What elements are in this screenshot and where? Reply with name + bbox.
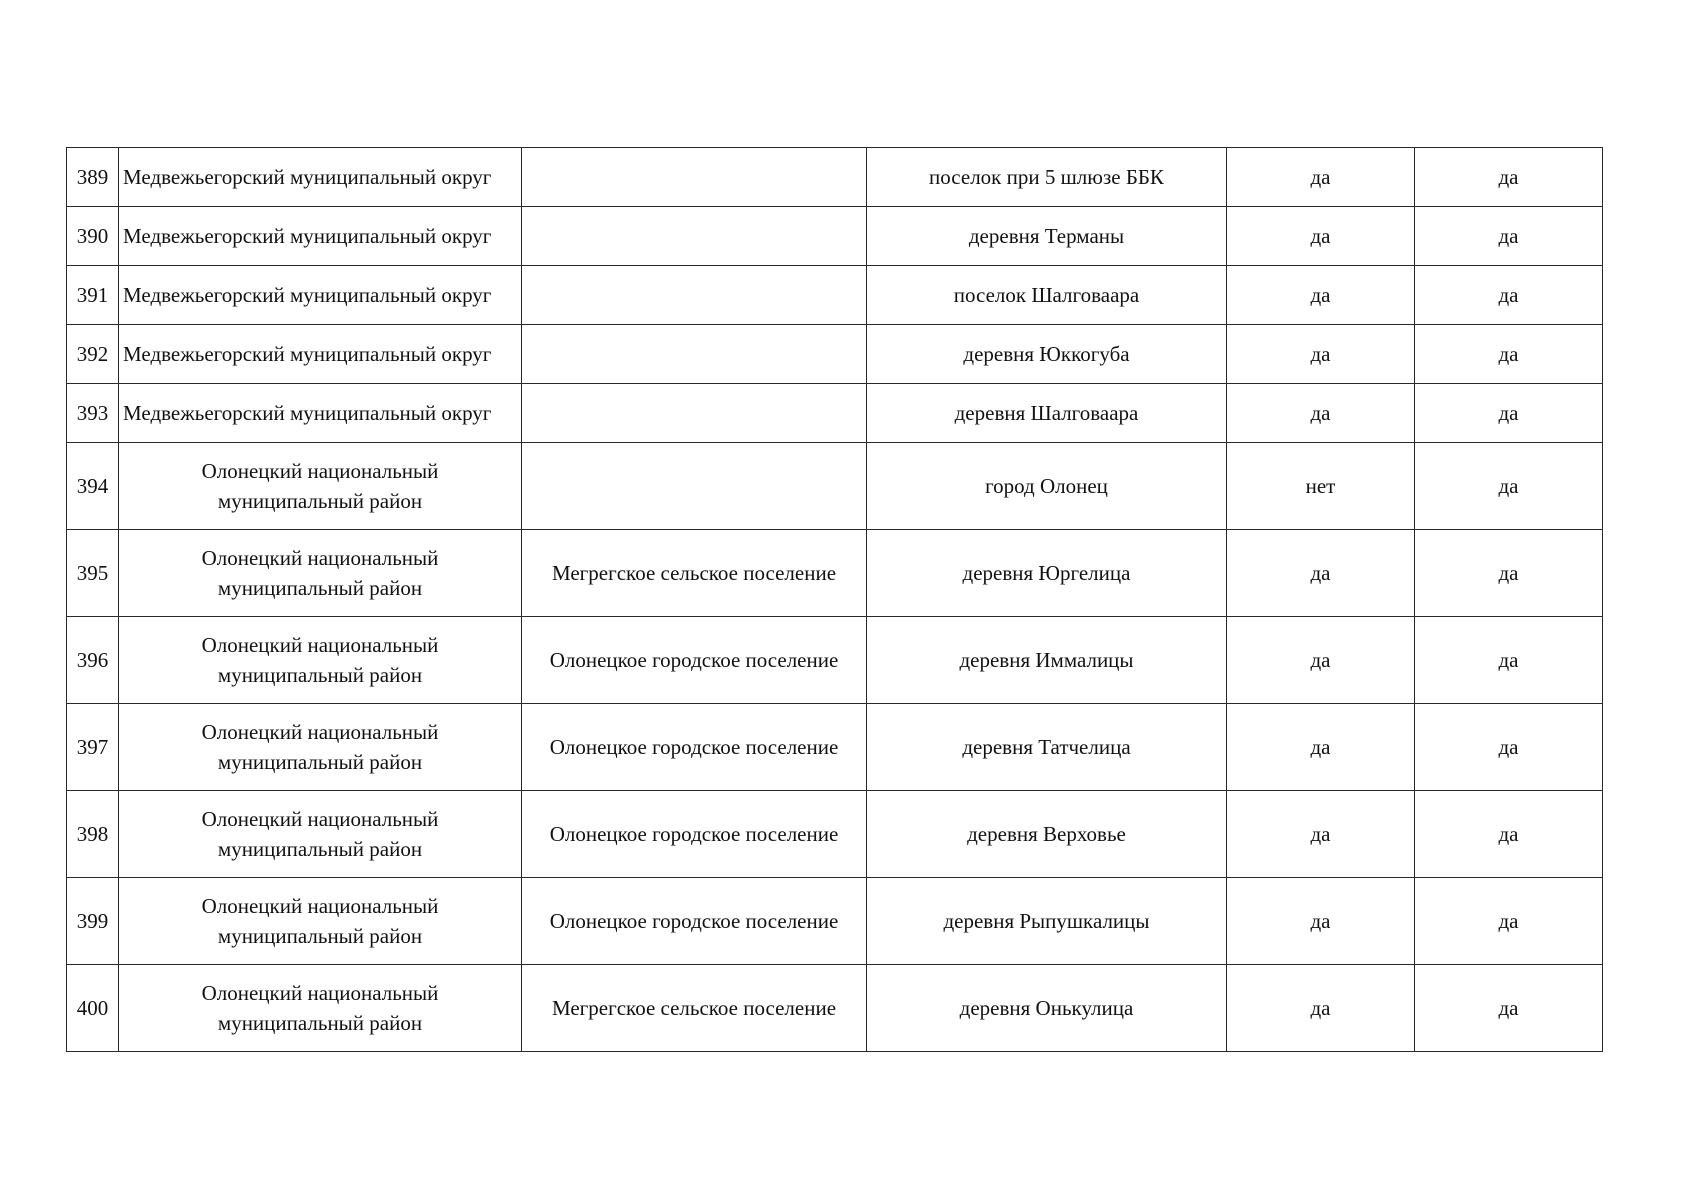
locality-cell: поселок при 5 шлюзе ББК bbox=[867, 148, 1227, 207]
locality-cell: поселок Шалговаара bbox=[867, 266, 1227, 325]
district-cell: Олонецкий национальный муниципальный район bbox=[119, 791, 522, 878]
row-number: 391 bbox=[67, 266, 119, 325]
row-number: 400 bbox=[67, 965, 119, 1052]
flag-cell-5: да bbox=[1227, 965, 1415, 1052]
locality-cell: деревня Шалговаара bbox=[867, 384, 1227, 443]
flag-cell-6: да bbox=[1415, 384, 1603, 443]
row-number: 394 bbox=[67, 443, 119, 530]
flag-cell-6: да bbox=[1415, 148, 1603, 207]
flag-cell-6: да bbox=[1415, 617, 1603, 704]
table-row bbox=[67, 325, 1603, 384]
settlement-cell bbox=[522, 266, 867, 325]
table-row bbox=[67, 148, 1603, 207]
locality-cell: деревня Иммалицы bbox=[867, 617, 1227, 704]
district-cell: Медвежьегорский муниципальный округ bbox=[119, 384, 522, 443]
locality-cell: деревня Верховье bbox=[867, 791, 1227, 878]
flag-cell-5: да bbox=[1227, 384, 1415, 443]
district-cell: Олонецкий национальный муниципальный район bbox=[119, 965, 522, 1052]
row-number: 395 bbox=[67, 530, 119, 617]
flag-cell-6: да bbox=[1415, 704, 1603, 791]
flag-cell-6: да bbox=[1415, 878, 1603, 965]
row-number: 399 bbox=[67, 878, 119, 965]
row-number: 392 bbox=[67, 325, 119, 384]
table-row bbox=[67, 530, 1603, 617]
table-row bbox=[67, 965, 1603, 1052]
table-row bbox=[67, 791, 1603, 878]
district-cell: Медвежьегорский муниципальный округ bbox=[119, 325, 522, 384]
table-body bbox=[67, 148, 1603, 1052]
table-row bbox=[67, 443, 1603, 530]
table-row bbox=[67, 384, 1603, 443]
flag-cell-5: да bbox=[1227, 704, 1415, 791]
settlement-cell bbox=[522, 148, 867, 207]
flag-cell-5: да bbox=[1227, 325, 1415, 384]
settlement-cell: Олонецкое городское поселение bbox=[522, 791, 867, 878]
settlement-cell: Олонецкое городское поселение bbox=[522, 704, 867, 791]
flag-cell-5: да bbox=[1227, 530, 1415, 617]
table-row bbox=[67, 878, 1603, 965]
flag-cell-5: да bbox=[1227, 617, 1415, 704]
row-number: 396 bbox=[67, 617, 119, 704]
table-row bbox=[67, 704, 1603, 791]
district-cell: Олонецкий национальный муниципальный район bbox=[119, 878, 522, 965]
flag-cell-5: да bbox=[1227, 878, 1415, 965]
flag-cell-6: да bbox=[1415, 965, 1603, 1052]
district-cell: Медвежьегорский муниципальный округ bbox=[119, 207, 522, 266]
locality-cell: деревня Татчелица bbox=[867, 704, 1227, 791]
district-cell: Медвежьегорский муниципальный округ bbox=[119, 148, 522, 207]
flag-cell-6: да bbox=[1415, 325, 1603, 384]
table-row bbox=[67, 266, 1603, 325]
flag-cell-6: да bbox=[1415, 443, 1603, 530]
locality-cell: деревня Онькулица bbox=[867, 965, 1227, 1052]
table-row bbox=[67, 617, 1603, 704]
row-number: 390 bbox=[67, 207, 119, 266]
locality-cell: город Олонец bbox=[867, 443, 1227, 530]
settlement-cell bbox=[522, 384, 867, 443]
flag-cell-5: да bbox=[1227, 266, 1415, 325]
locality-cell: деревня Юккогуба bbox=[867, 325, 1227, 384]
settlement-cell: Олонецкое городское поселение bbox=[522, 617, 867, 704]
district-cell: Олонецкий национальный муниципальный район bbox=[119, 443, 522, 530]
flag-cell-5: да bbox=[1227, 207, 1415, 266]
district-cell: Олонецкий национальный муниципальный район bbox=[119, 617, 522, 704]
settlement-cell: Мегрегское сельское поселение bbox=[522, 530, 867, 617]
row-number: 398 bbox=[67, 791, 119, 878]
row-number: 393 bbox=[67, 384, 119, 443]
settlement-cell bbox=[522, 325, 867, 384]
flag-cell-6: да bbox=[1415, 530, 1603, 617]
flag-cell-5: да bbox=[1227, 148, 1415, 207]
settlement-cell: Олонецкое городское поселение bbox=[522, 878, 867, 965]
row-number: 389 bbox=[67, 148, 119, 207]
settlements-table bbox=[66, 147, 1603, 1052]
district-cell: Олонецкий национальный муниципальный район bbox=[119, 704, 522, 791]
district-cell: Олонецкий национальный муниципальный район bbox=[119, 530, 522, 617]
table-row bbox=[67, 207, 1603, 266]
row-number: 397 bbox=[67, 704, 119, 791]
flag-cell-6: да bbox=[1415, 266, 1603, 325]
district-cell: Медвежьегорский муниципальный округ bbox=[119, 266, 522, 325]
flag-cell-6: да bbox=[1415, 791, 1603, 878]
settlement-cell: Мегрегское сельское поселение bbox=[522, 965, 867, 1052]
locality-cell: деревня Юргелица bbox=[867, 530, 1227, 617]
flag-cell-5: да bbox=[1227, 791, 1415, 878]
settlement-cell bbox=[522, 207, 867, 266]
flag-cell-6: да bbox=[1415, 207, 1603, 266]
locality-cell: деревня Рыпушкалицы bbox=[867, 878, 1227, 965]
flag-cell-5: нет bbox=[1227, 443, 1415, 530]
settlement-cell bbox=[522, 443, 867, 530]
locality-cell: деревня Терманы bbox=[867, 207, 1227, 266]
